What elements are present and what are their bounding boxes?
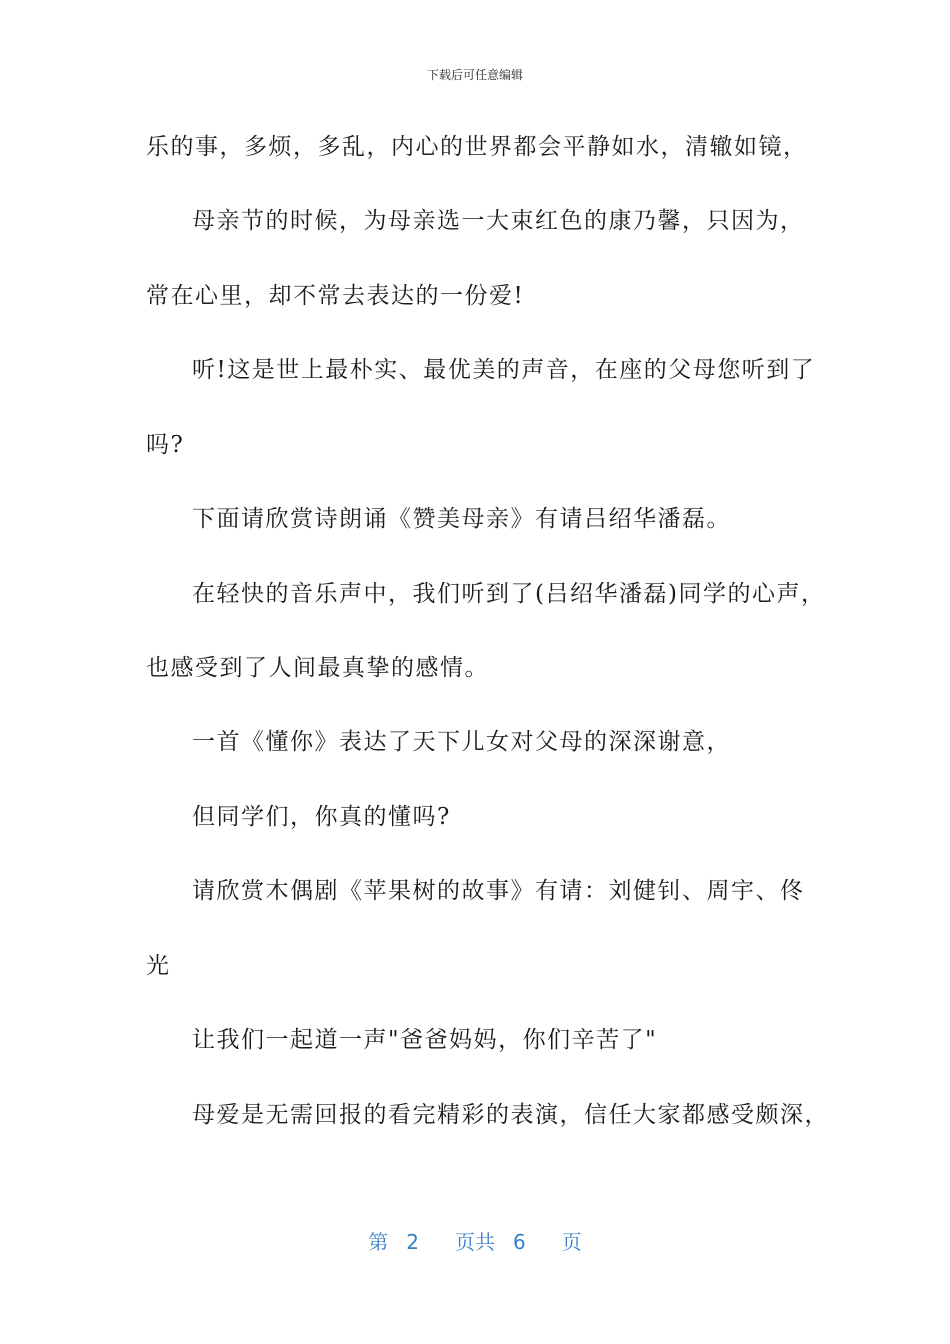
text-line: 在轻快的音乐声中，我们听到了(吕绍华潘磊)同学的心声， (192, 581, 826, 607)
text-line: 乐的事，多烦，多乱，内心的世界都会平静如水，清辙如镜， (146, 134, 808, 160)
page-footer (0, 1226, 950, 1255)
text-line: 一首《懂你》表达了天下儿女对父母的深深谢意， (192, 729, 731, 755)
text-line: 光 (146, 953, 171, 979)
page-number-total: 6 (513, 1230, 526, 1254)
page-footer-prefix: 第 (368, 1230, 389, 1254)
text-line: 吗? (146, 432, 185, 458)
page-footer-suffix: 页 (561, 1230, 582, 1254)
page-header: 下载后可任意编辑 (426, 68, 523, 82)
text-line: 下面请欣赏诗朗诵《赞美母亲》有请吕绍华潘磊。 (192, 506, 731, 532)
text-line: 母亲节的时候，为母亲选一大束红色的康乃馨，只因为， (192, 208, 805, 234)
text-line: 母爱是无需回报的看完精彩的表演，信任大家都感受颇深， (192, 1102, 829, 1128)
text-line: 但同学们，你真的懂吗? (192, 804, 451, 830)
text-line: 让我们一起道一声"爸爸妈妈，你们辛苦了" (192, 1027, 658, 1053)
text-line: 听!这是世上最朴实、最优美的声音，在座的父母您听到了 (192, 357, 816, 383)
text-line: 也感受到了人间最真挚的感情。 (146, 655, 489, 681)
text-line: 常在心里，却不常去表达的一份爱! (146, 283, 525, 309)
page-footer-middle: 页共 (455, 1230, 495, 1254)
text-line: 请欣赏木偶剧《苹果树的故事》有请：刘健钊、周宇、佟 (192, 878, 805, 904)
page-number-current: 2 (406, 1230, 419, 1254)
